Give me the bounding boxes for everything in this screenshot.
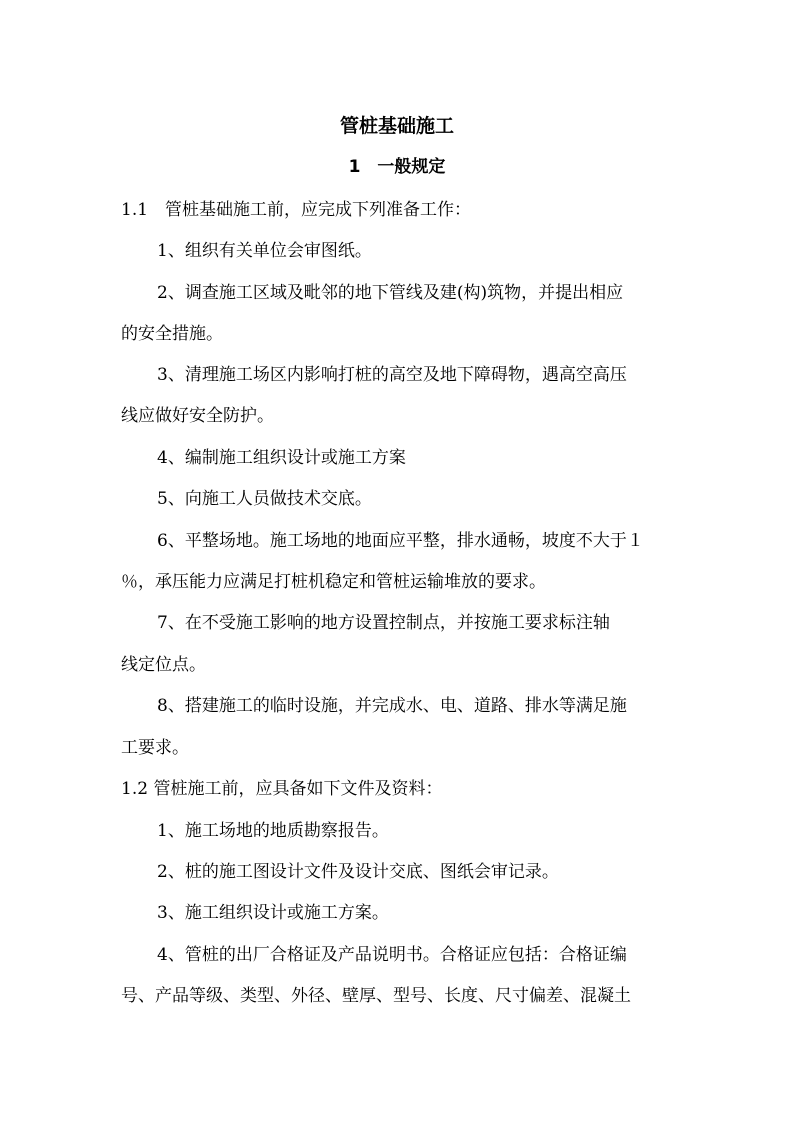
list-item: 5、向施工人员做技术交底。 xyxy=(157,489,372,509)
list-item-continuation: 号、产品等级、类型、外径、壁厚、型号、长度、尺寸偏差、混凝土 xyxy=(121,986,631,1006)
list-item: 6、平整场地。施工场地的地面应平整，排水通畅，坡度不大于１ xyxy=(157,531,644,551)
list-item: 2、调查施工区域及毗邻的地下管线及建(构)筑物，并提出相应 xyxy=(157,283,624,303)
list-item-continuation: ％，承压能力应满足打桩机稳定和管桩运输堆放的要求。 xyxy=(121,572,546,592)
list-item-continuation: 线定位点。 xyxy=(121,655,206,675)
list-item: 4、编制施工组织设计或施工方案 xyxy=(157,448,406,468)
list-item-continuation: 线应做好安全防护。 xyxy=(121,406,274,426)
list-item-continuation: 的安全措施。 xyxy=(121,324,223,344)
list-item: 1、组织有关单位会审图纸。 xyxy=(157,241,372,261)
list-item: 3、清理施工场区内影响打桩的高空及地下障碍物，遇高空高压 xyxy=(157,365,627,385)
list-item: 7、在不受施工影响的地方设置控制点，并按施工要求标注轴 xyxy=(157,613,610,633)
list-item-continuation: 工要求。 xyxy=(121,738,189,758)
list-item: 8、搭建施工的临时设施，并完成水、电、道路、排水等满足施 xyxy=(157,696,627,716)
list-item: 2、桩的施工图设计文件及设计交底、图纸会审记录。 xyxy=(157,862,559,882)
list-item: 1、施工场地的地质勘察报告。 xyxy=(157,821,389,841)
document-title: 管桩基础施工 xyxy=(339,115,454,137)
clause-1-2: 1.2 管桩施工前，应具备如下文件及资料： xyxy=(121,779,443,799)
clause-1-1: 1.1 管桩基础施工前，应完成下列准备工作： xyxy=(121,200,472,220)
list-item: 3、施工组织设计或施工方案。 xyxy=(157,903,389,923)
list-item: 4、管桩的出厂合格证及产品说明书。合格证应包括：合格证编 xyxy=(157,945,627,965)
section-heading: 1 一般规定 xyxy=(348,157,446,177)
